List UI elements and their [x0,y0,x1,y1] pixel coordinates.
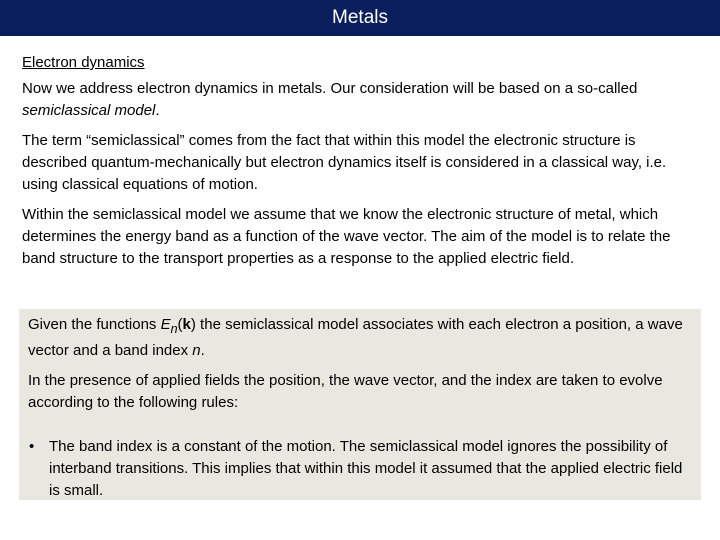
semiclassical-model-term: semiclassical model [22,102,156,119]
box-line-evolve: In the presence of applied fields the position, the wave vector, and the index are taken to evolve according to the following rules: [28,372,663,411]
rule-item [28,436,691,502]
wave-vector-symbol: k [182,316,191,333]
title-bar [0,0,720,36]
band-index-symbol: n [192,342,201,359]
rules-list [28,436,691,502]
box-line-functions-prefix: Given the functions [28,316,161,333]
section-heading: Electron dynamics [22,54,145,71]
box-line-functions [28,314,691,362]
open-paren: ( [177,316,183,333]
paragraph-intro-text: Now we address electron dynamics in metals. Our consideration will be based on a so-called [22,80,638,97]
box-line-functions-rest: ) the semiclassical model associates with each electron a position, a wave vector and a band index [28,316,683,359]
main-content [22,52,702,278]
paragraph-intro [22,78,702,122]
bullet-icon: • [29,438,35,455]
rule-text: The band index is a constant of the motion. The semiclassical model ignores the possibility of interband transitions. This implies that within this model it assumed that the applied electric field is small. [49,438,683,499]
paragraph-intro-end: . [155,102,160,119]
energy-subscript: n [170,322,178,336]
paragraph-term: The term “semiclassical” comes from the fact that within this model the electronic structure is described quantum-mechanically but electron dynamics itself is considered in a classical way, i.e. using classical equations of motion. [22,132,667,193]
box-line-functions-end: . [200,342,205,359]
paragraph-model: Within the semiclassical model we assume that we know the electronic structure of metal, which determines the energy band as a function of the wave vector. The aim of the model is to relate the band structure to the transport properties as a response to the applied electric field. [22,206,671,267]
slide-title: Metals [332,7,388,28]
energy-symbol: E [160,316,171,333]
rules-box [19,309,701,500]
